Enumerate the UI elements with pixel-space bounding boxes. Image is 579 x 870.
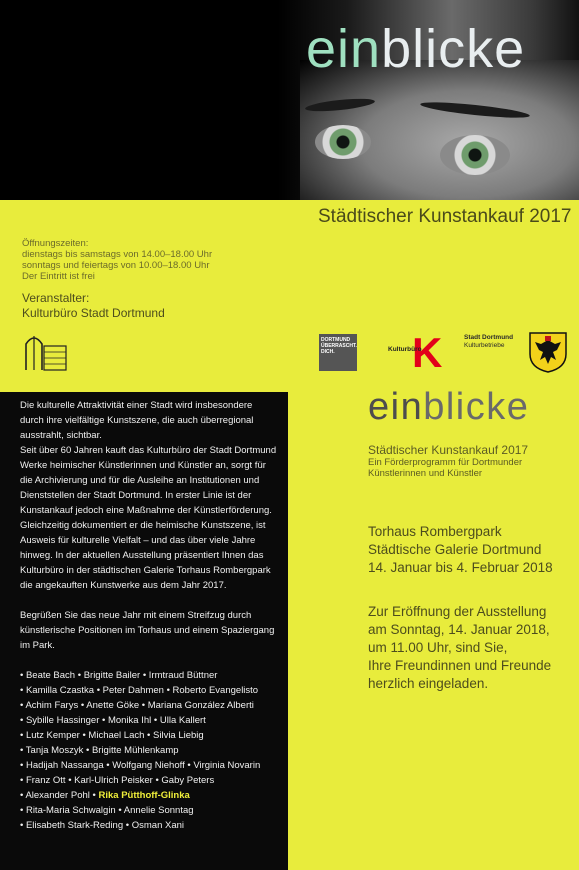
organizer: Veranstalter: Kulturbüro Stadt Dortmund [22, 291, 165, 320]
highlighted-artist: Rika Pütthoff-Glinka [98, 790, 190, 801]
list-item: • Franz Ott • Karl-Ulrich Peisker • Gaby Peters [20, 775, 215, 786]
list-item: • Alexander Pohl • Rika Pütthoff-Glinka [20, 790, 190, 801]
list-item: • Rita-Maria Schwalgin • Annelie Sonntag [20, 805, 194, 816]
list-item: • Lutz Kemper • Michael Lach • Silvia Liebig [20, 730, 204, 741]
dortmund-ueberrascht-logo: DORTMUND ÜBERRASCHT. DICH. [319, 334, 357, 371]
list-item: • Tanja Moszyk • Brigitte Mühlenkamp [20, 745, 179, 756]
program-info: Städtischer Kunstankauf 2017 Ein Förderprogramm für Dortmunder Künstlerinnen und Künstler [368, 443, 529, 479]
opening-invitation: Zur Eröffnung der Ausstellung am Sonntag, 14. Januar 2018, um 11.00 Uhr, sind Sie, Ihre Freundinnen und Freunde herzlich eingeladen. [368, 604, 552, 691]
eye-right [440, 135, 510, 175]
headline: Städtischer Kunstankauf 2017 [318, 206, 572, 227]
list-item: • Hadijah Nassanga • Wolfgang Niehoff • Virginia Novarin [20, 760, 261, 771]
kulturbuero-logo: K Kulturbüro [388, 329, 443, 376]
venue-info: Torhaus Rombergpark Städtische Galerie Dortmund 14. Januar bis 4. Februar 2018 [368, 524, 553, 575]
history-paragraph: Seit über 60 Jahren kauft das Kulturbüro der Stadt Dortmund Werke heimischer Künstlerinnen und Künstler an, sorgt für die Archivierung und für die Ausleihe an Institutionen und Dienststellen der Stadt Dortmund. In erster Linie ist der Kunstankauf jedoch eine Maßnahme der Künstlerförderung. [20, 445, 277, 516]
list-item: • Kamilla Czastka • Peter Dahmen • Roberto Evangelisto [20, 685, 259, 696]
invitation-paragraph: Begrüßen Sie das neue Jahr mit einem Streifzug durch künstlerische Positionen im Torhaus und einem Spaziergang im Park. [20, 610, 275, 651]
intro-paragraph: Die kulturelle Attraktivität einer Stadt wird insbesondere durch ihre vielfältige Kunstszene, die auch überregional ausstrahlt, sichtbar. [20, 400, 254, 441]
hero-title: einblicke [306, 19, 526, 79]
kulturbuero-k-icon: K [412, 329, 443, 376]
description-panel [0, 392, 288, 870]
list-item: • Achim Farys • Anette Göke • Mariana González Alberti [20, 700, 254, 711]
opening-hours: Öffnungszeiten: dienstags bis samstags von 14.00–18.00 Uhr sonntags und feiertags von 10.00–18.00 Uhr Der Eintritt ist frei [22, 238, 213, 282]
eye-left [315, 125, 371, 159]
hero-photo [0, 0, 579, 200]
artist-list [20, 668, 278, 833]
dortmund-eagle-crest-icon [527, 330, 569, 374]
list-item: • Beate Bach • Brigitte Bailer • Irmtraud Büttner [20, 670, 218, 681]
documentation-paragraph: Gleichzeitig dokumentiert er die heimische Kunstszene, ist Ausweis für kulturelle Vielfalt – und das über viele Jahre hinweg. In der aktuellen Ausstellung präsentiert Ihnen das Kulturbüro in der städtischen Galerie Torhaus Rombergpark die angekauften Kunstwerke aus dem Jahr 2017. [20, 520, 271, 591]
exhibition-title: einblicke [368, 386, 530, 428]
list-item: • Elisabeth Stark-Reding • Osman Xani [20, 820, 185, 831]
torhaus-building-logo [22, 328, 70, 372]
list-item: • Sybille Hassinger • Monika Ihl • Ulla Kallert [20, 715, 206, 726]
stadt-dortmund-logo: Stadt Dortmund Kulturbetriebe [464, 334, 514, 349]
